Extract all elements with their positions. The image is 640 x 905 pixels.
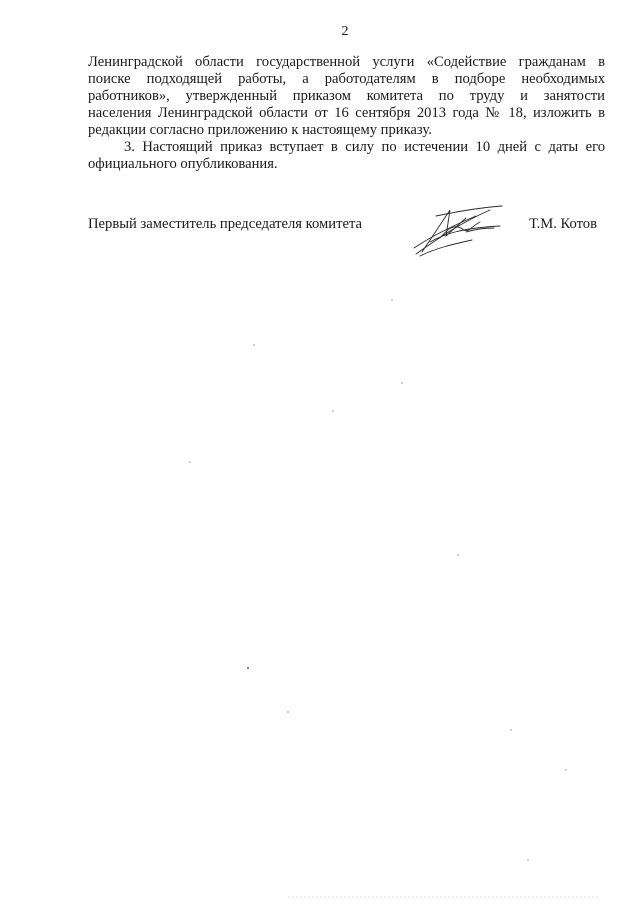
- text-line: редакции согласно приложению к настоящему приказу.: [88, 122, 432, 138]
- page-number: 2: [341, 24, 349, 39]
- signer-title: Первый заместитель председателя комитета: [88, 216, 362, 232]
- text-line: 3. Настоящий приказ вступает в силу по истечении 10 дней с даты его: [124, 139, 605, 155]
- handwritten-signature-icon: [406, 196, 506, 260]
- text-line: Ленинградской области государственной услуги «Содействие гражданам в: [88, 54, 605, 70]
- text-line: поиске подходящей работы, а работодателям в подборе необходимых: [88, 71, 605, 87]
- text-line: официального опубликования.: [88, 156, 278, 172]
- signer-name: Т.М. Котов: [529, 216, 597, 232]
- paragraph-item-3: [88, 139, 605, 173]
- paragraph-continuation: [88, 54, 605, 139]
- signature-block: [88, 214, 605, 264]
- text-line: населения Ленинградской области от 16 сентября 2013 года № 18, изложить в: [88, 105, 605, 121]
- text-line: работников», утвержденный приказом комитета по труду и занятости: [88, 88, 605, 104]
- document-body: [88, 54, 605, 173]
